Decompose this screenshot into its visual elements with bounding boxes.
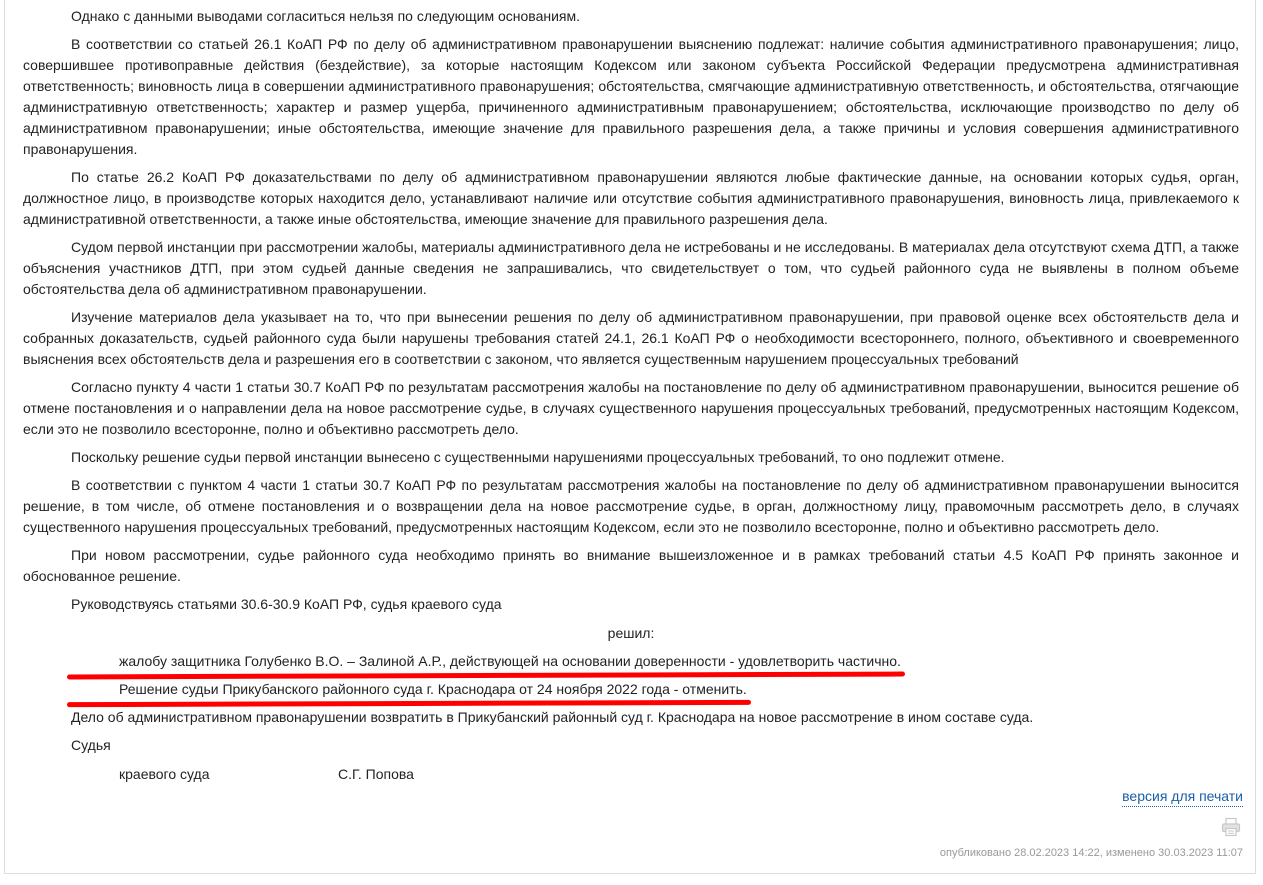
paragraph: Изучение материалов дела указывает на то, что при вынесении решения по делу об административном правонарушении, при правовой оценке всех обстоятельств дела и собранных доказательств, судьей районного суда были нарушены требования статей 24.1, 26.1 КоАП РФ о необходимости всестороннего, полного, объективного и своевременного выяснения всех обстоятельств дела и разрешения его в соответствии с законом, что является существенным нарушением процессуальных требований bbox=[23, 308, 1239, 367]
paragraph: Согласно пункту 4 части 1 статьи 30.7 КоАП РФ по результатам рассмотрения жалобы на постановление по делу об административном правонарушении, выносится решение об отмене постановления и о направлении дела на новое рассмотрение судье, в случаях существенного нарушения процессуальных требований, предусмотренных настоящим Кодексом, если это не позволило всесторонне, полно и объективно рассмотреть дело. bbox=[23, 378, 1239, 437]
paragraph: По статье 26.2 КоАП РФ доказательствами по делу об административном правонарушении являются любые фактические данные, на основании которых судья, орган, должностное лицо, в производстве которых находится дело, устанавливают наличие или отсутствие события административного правонарушения, виновность лица, привлекаемого к административной ответственности, а также иные обстоятельства, имеющие значение для правильного разрешения дела. bbox=[23, 168, 1239, 227]
resolved-heading: решил: bbox=[607, 624, 655, 641]
printer-icon[interactable] bbox=[1221, 817, 1241, 837]
document-body bbox=[23, 6, 1239, 792]
signature-title: Судья bbox=[71, 737, 111, 754]
signature-row bbox=[23, 764, 1239, 785]
ruling-2 bbox=[23, 679, 1239, 700]
ruling-3: Дело об административном правонарушении возвратить в Прикубанский районный суд г. Краснодара на новое рассмотрение в ином составе суда. bbox=[71, 709, 1034, 726]
paragraph: Однако с данными выводами согласиться нельзя по следующим основаниям. bbox=[71, 8, 581, 24]
signature-name: С.Г. Попова bbox=[338, 765, 414, 782]
ruling-2-text: Решение судьи Прикубанского районного суда г. Краснодара от 24 ноября 2022 года - отменить. bbox=[71, 679, 747, 700]
paragraph: При новом рассмотрении, судье районного суда необходимо принять во внимание вышеизложенное и в рамках требований статьи 4.5 КоАП РФ принять законное и обоснованное решение. bbox=[23, 547, 1239, 585]
ruling-1-text: жалобу защитника Голубенко В.О. – Залиной А.Р., действующей на основании доверенности - удовлетворить частично. bbox=[71, 651, 901, 672]
paragraph: Поскольку решение судьи первой инстанции вынесено с существенными нарушениями процессуальных требований, то оно подлежит отмене. bbox=[71, 449, 1005, 465]
paragraph: Судом первой инстанции при рассмотрении жалобы, материалы административного дела не истребованы и не исследованы. В материалах дела отсутствуют схема ДТП, а также объяснения участников ДТП, при этом судьей данные сведения не запрашивались, что свидетельствует о том, что судьей районного суда не выявлены в полном объеме обстоятельства дела об административном правонарушении. bbox=[23, 238, 1239, 297]
ruling-1 bbox=[23, 651, 1239, 672]
print-version-link[interactable]: версия для печати bbox=[1122, 786, 1243, 807]
signature-court: краевого суда bbox=[119, 765, 210, 782]
paragraph: В соответствии с пунктом 4 части 1 статьи 30.7 КоАП РФ по результатам рассмотрения жалобы на постановление по делу об административном правонарушении выносится решение, в том числе, об отмене постановления и о возвращении дела на новое рассмотрение судье, в орган, должностному лицу, правомочным рассмотреть дело, в случаях существенного нарушения процессуальных требований, предусмотренных настоящим Кодексом, если это не позволило всесторонне, полно и объективно рассмотреть дело. bbox=[23, 477, 1239, 536]
paragraph: Руководствуясь статьями 30.6-30.9 КоАП РФ, судья краевого суда bbox=[71, 596, 502, 613]
paragraph: В соответствии со статьей 26.1 КоАП РФ по делу об административном правонарушении выяснению подлежат: наличие события административного правонарушения; лицо, совершившее противоправные действия (бездействие), за которые настоящим Кодексом или законом субъекта Российской Федерации предусмотрена административная ответственность; виновность лица в совершении административного правонарушения; обстоятельства, смягчающие административную ответственность, и обстоятельства, отягчающие административную ответственность; характер и размер ущерба, причиненного административным правонарушением; обстоятельства, исключающие производство по делу об административном правонарушении; иные обстоятельства, имеющие значение для правильного разрешения дела, а также причины и условия совершения административного правонарушения. bbox=[23, 36, 1239, 157]
publication-meta: опубликовано 28.02.2023 14:22, изменено 30.03.2023 11:07 bbox=[939, 847, 1243, 859]
